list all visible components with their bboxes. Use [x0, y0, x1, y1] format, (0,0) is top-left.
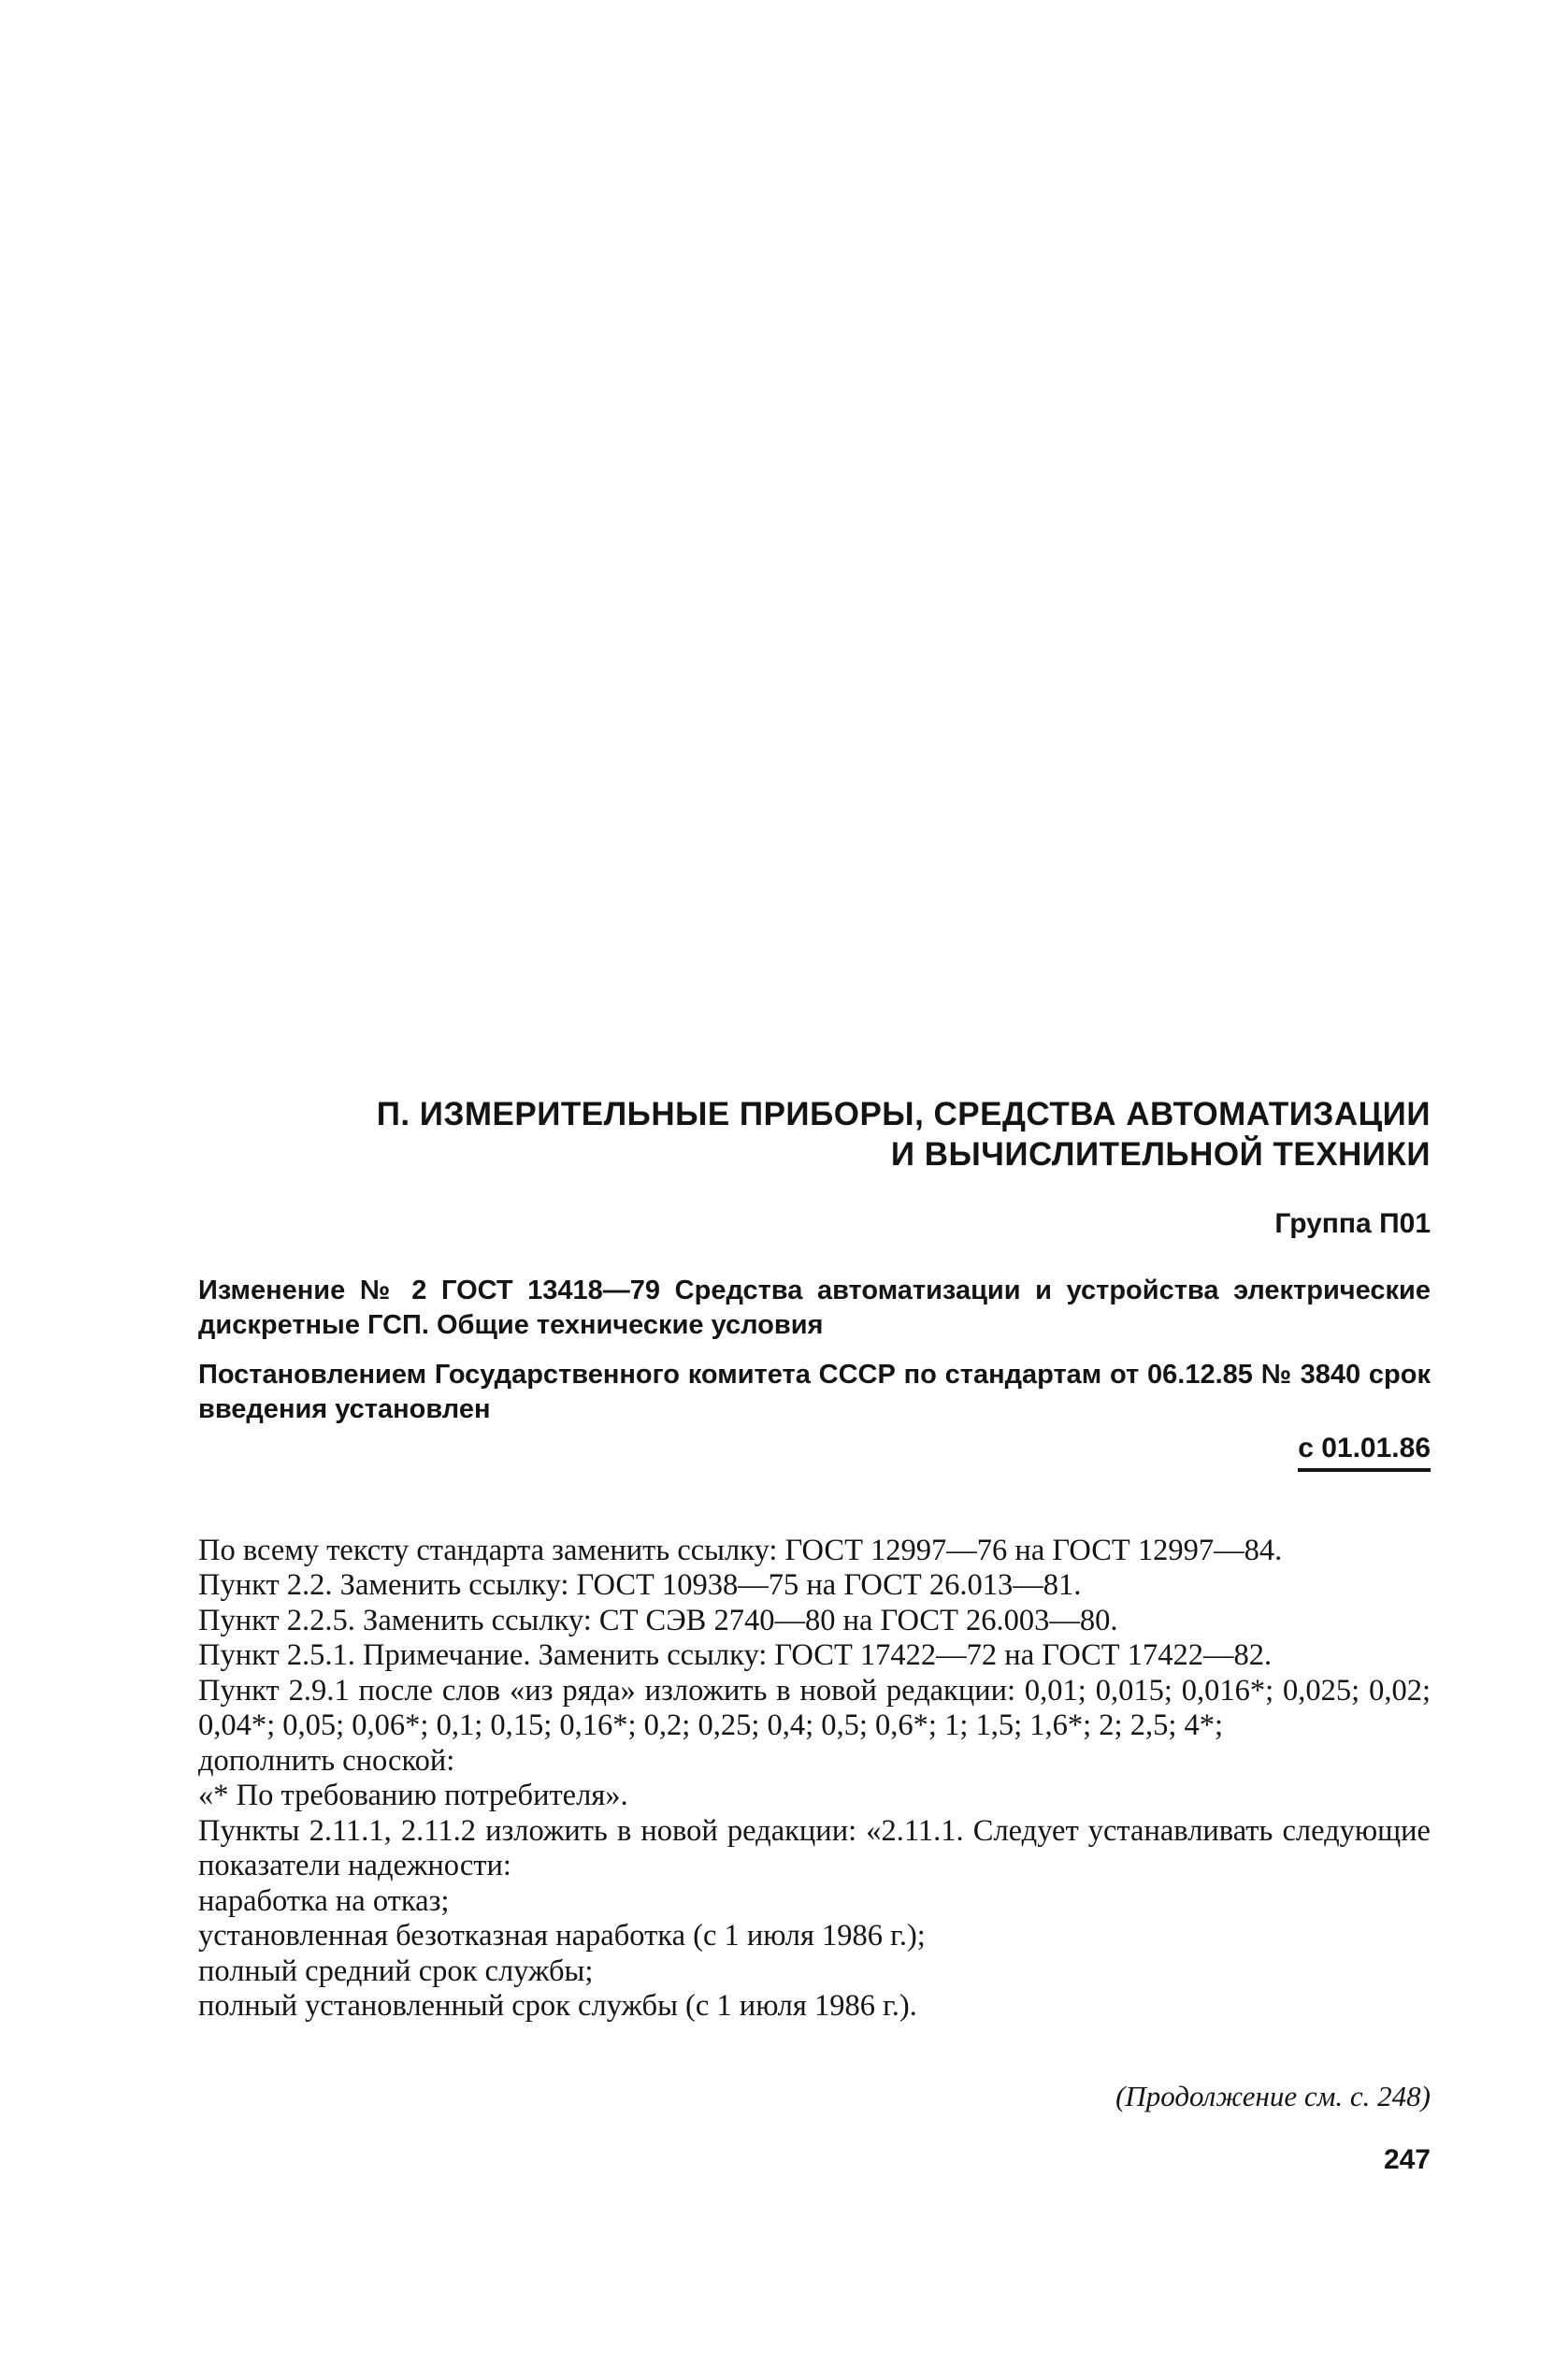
document-page — [198, 1094, 1431, 2178]
section-title-line-2: И ВЫЧИСЛИТЕЛЬНОЙ ТЕХНИКИ — [890, 1136, 1431, 1173]
effective-date: с 01.01.86 — [1298, 1431, 1431, 1472]
paragraph-1-text: По всему тексту стандарта заменить ссылку: ГОСТ 12997—76 на ГОСТ 12997—84. — [198, 1533, 1283, 1567]
paragraph-4: Пункт 2.5.1. Примечание. Заменить ссылку: ГОСТ 17422—72 на ГОСТ 17422—82. — [198, 1638, 1273, 1672]
paragraph-8: Пункты 2.11.1, 2.11.2 изложить в новой редакции: «2.11.1. Следует устанавливать следующие показатели надежности: — [198, 1813, 1431, 1882]
paragraph-10: установленная безотказная наработка (с 1 июля 1986 г.); — [198, 1919, 926, 1953]
body-text — [198, 1498, 1431, 2025]
paragraph-9: наработка на отказ; — [198, 1883, 450, 1918]
page-number: 247 — [1383, 2143, 1431, 2175]
paragraph-6: дополнить сноской: — [198, 1743, 455, 1778]
continued-note: (Продолжение см. с. 248) — [1115, 2079, 1431, 2112]
group-label: Группа П01 — [1274, 1208, 1431, 1239]
paragraph-1 — [198, 1498, 1431, 1568]
paragraph-7: «* По требованию потребителя». — [198, 1779, 628, 1812]
section-title-line-1: П. ИЗМЕРИТЕЛЬНЫЕ ПРИБОРЫ, СРЕДСТВА АВТОМАТИЗАЦИИ — [376, 1096, 1431, 1132]
amendment-title: Изменение № 2 ГОСТ 13418—79 Средства автоматизации и устройства электрические дискретные ГСП. Общие технические условия — [198, 1276, 1431, 1340]
paragraph-12: полный установленный срок службы (с 1 июля 1986 г.). — [198, 1989, 917, 2023]
paragraph-11: полный средний срок службы; — [198, 1953, 594, 1988]
effective-date-block — [198, 1431, 1431, 1472]
section-title — [310, 1094, 1431, 1175]
paragraph-2: Пункт 2.2. Заменить ссылку: ГОСТ 10938—75 на ГОСТ 26.013—81. — [198, 1568, 1082, 1602]
paragraph-5: Пункт 2.9.1 после слов «из ряда» изложить в новой редакции: 0,01; 0,015; 0,016*; 0,025; 0,02; 0,04*; 0,05; 0,06*; 0,1; 0,15; 0,16*; 0,2; 0,25; 0,4; 0,5; 0,6*; 1; 1,5; 1,6*; 2; 2,5; 4*; — [198, 1673, 1431, 1742]
paragraph-3: Пункт 2.2.5. Заменить ссылку: СТ СЭВ 2740—80 на ГОСТ 26.003—80. — [198, 1603, 1118, 1637]
decree-text: Постановлением Государственного комитета СССР по стандартам от 06.12.85 № 3840 срок введения установлен — [198, 1360, 1431, 1424]
